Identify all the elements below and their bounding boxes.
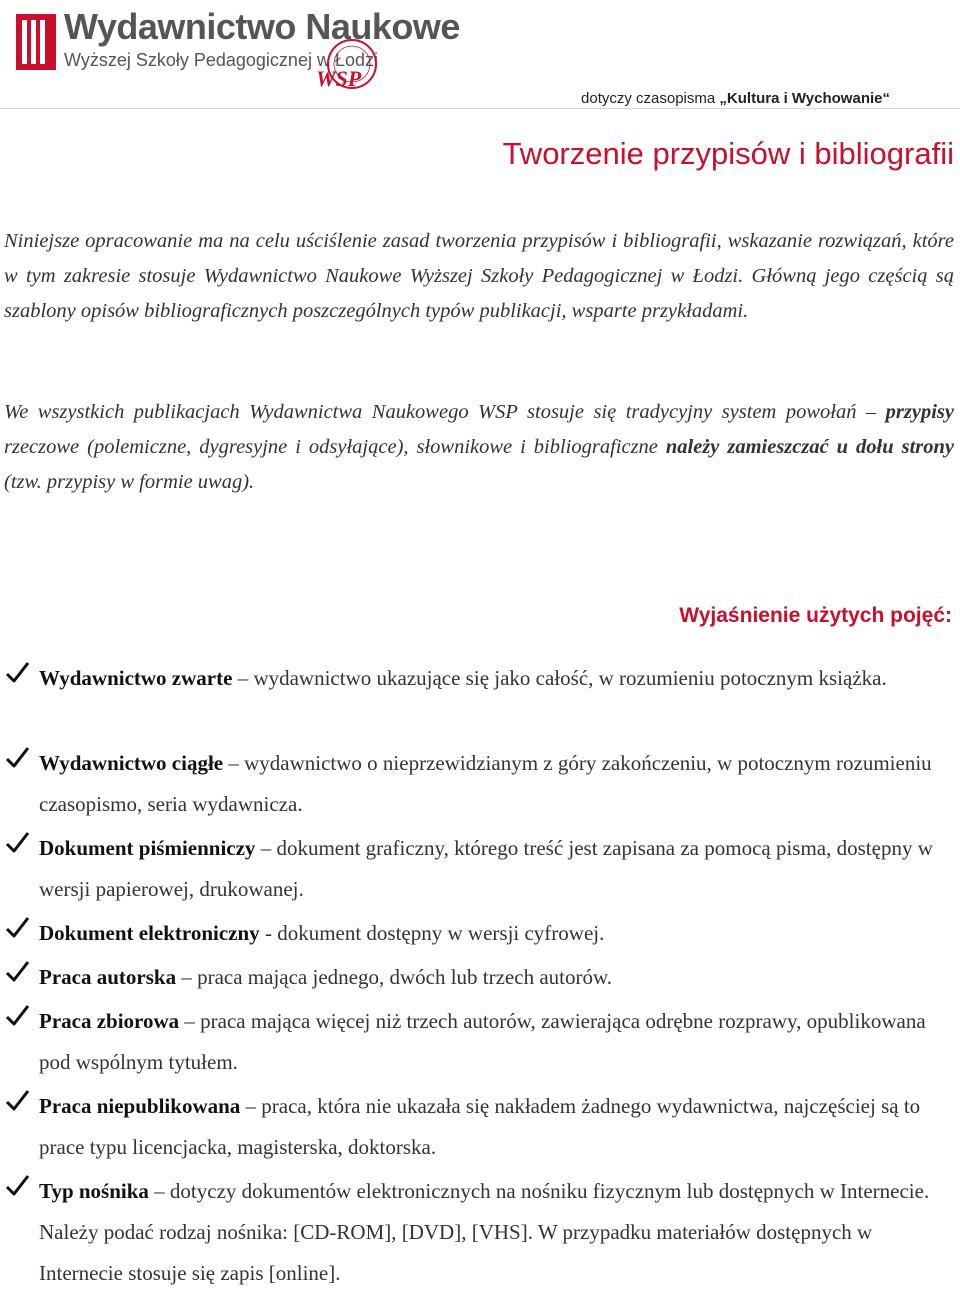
- definition-body: wydawnictwo ukazujące się jako całość, w rozumieniu potocznym książka.: [253, 666, 887, 690]
- definition-body: praca mająca jednego, dwóch lub trzech autorów.: [197, 965, 613, 989]
- definition-separator: –: [223, 751, 245, 775]
- checkmark-icon: [4, 1088, 30, 1114]
- p2-text-e: (tzw. przypisy w formie uwag).: [4, 471, 255, 493]
- definition-text: [39, 957, 939, 998]
- wsp-seal-icon: [312, 36, 378, 100]
- journal-note: [581, 90, 890, 107]
- checkmark-icon: [4, 915, 30, 941]
- definition-separator: –: [176, 965, 198, 989]
- definition-term: Wydawnictwo ciągłe: [39, 751, 224, 775]
- intro-paragraph-2: [4, 395, 954, 500]
- wsp-seal-text: WSP: [316, 66, 362, 91]
- logo-mark-icon: [16, 14, 56, 70]
- checkmark-icon: [4, 660, 30, 686]
- intro-paragraph-1: Niniejsze opracowanie ma na celu uściślenie zasad tworzenia przypisów i bibliografii, wskazanie rozwiązań, które w tym zakresie stosuje Wydawnictwo Naukowe Wyższej Szkoły Pedagogicznej w Łodzi. Główną jego częścią są szablony opisów bibliograficznych poszczególnych typów publikacji, wsparte przykładami.: [4, 230, 954, 322]
- definition-text: [39, 1001, 939, 1083]
- publisher-logo: [4, 2, 460, 102]
- logo-title: Wydawnictwo Naukowe: [64, 6, 460, 47]
- definition-body: dokument dostępny w wersji cyfrowej.: [277, 921, 605, 945]
- journal-note-prefix: dotyczy czasopisma: [581, 90, 720, 107]
- definition-term: Praca niepublikowana: [39, 1094, 241, 1118]
- section-heading: Wyjaśnienie użytych pojęć:: [679, 604, 952, 627]
- definition-separator: –: [179, 1009, 201, 1033]
- definition-text: [39, 1086, 939, 1168]
- definition-body: praca, która nie ukazała się nakładem żadnego wydawnictwa, najczęściej są to prace typu licencjacka, magisterska, doktorska.: [39, 1094, 921, 1159]
- p2-emphasis-przypisy: przypisy: [885, 401, 954, 423]
- header-divider: [0, 108, 960, 109]
- definition-text: [39, 658, 939, 699]
- checkmark-icon: [4, 830, 30, 856]
- definition-text: [39, 913, 939, 954]
- definition-separator: –: [148, 1179, 170, 1203]
- definition-term: Dokument elektroniczny: [39, 921, 260, 945]
- definition-body: wydawnictwo o nieprzewidzianym z góry zakończeniu, w potocznym rozumieniu czasopismo, seria wydawnicza.: [39, 751, 932, 816]
- p2-text-c: rzeczowe (polemiczne, dygresyjne i odsyłające), słownikowe i bibliograficzne: [4, 436, 666, 458]
- checkmark-icon: [4, 959, 30, 985]
- definition-text: [39, 1171, 939, 1294]
- definition-separator: -: [259, 921, 278, 945]
- definition-term: Praca zbiorowa: [39, 1009, 180, 1033]
- checkmark-icon: [4, 745, 30, 771]
- p2-text-a: We wszystkich publikacjach Wydawnictwa Naukowego WSP stosuje się tradycyjny system powołań –: [4, 401, 886, 423]
- definition-body: dokument graficzny, którego treść jest zapisana za pomocą pisma, dostępny w wersji papierowej, drukowanej.: [39, 836, 933, 901]
- definition-term: Typ nośnika: [39, 1179, 149, 1203]
- definition-separator: –: [232, 666, 254, 690]
- definition-term: Wydawnictwo zwarte: [39, 666, 233, 690]
- definition-body: dotyczy dokumentów elektronicznych na nośniku fizycznym lub dostępnych w Internecie. Należy podać rodzaj nośnika: [CD-ROM], [DVD], [VHS]. W przypadku materiałów dostępnych w Internecie stosuje się zapis [online].: [39, 1179, 930, 1285]
- checkmark-icon: [4, 1003, 30, 1029]
- p2-emphasis-placement: należy zamieszczać u dołu strony: [665, 436, 954, 458]
- definition-text: [39, 743, 939, 825]
- definition-separator: –: [240, 1094, 262, 1118]
- definition-separator: –: [255, 836, 277, 860]
- definition-body: praca mająca więcej niż trzech autorów, zawierająca odrębne rozprawy, opublikowana pod wspólnym tytułem.: [39, 1009, 926, 1074]
- definition-term: Praca autorska: [39, 965, 177, 989]
- page-title: Tworzenie przypisów i bibliografii: [502, 136, 954, 171]
- definition-term: Dokument piśmienniczy: [39, 836, 256, 860]
- definition-text: [39, 828, 939, 910]
- checkmark-icon: [4, 1173, 30, 1199]
- journal-name: „Kultura i Wychowanie“: [719, 90, 890, 107]
- logo-subtitle: Wyższej Szkoły Pedagogicznej w Łodzi: [64, 50, 378, 70]
